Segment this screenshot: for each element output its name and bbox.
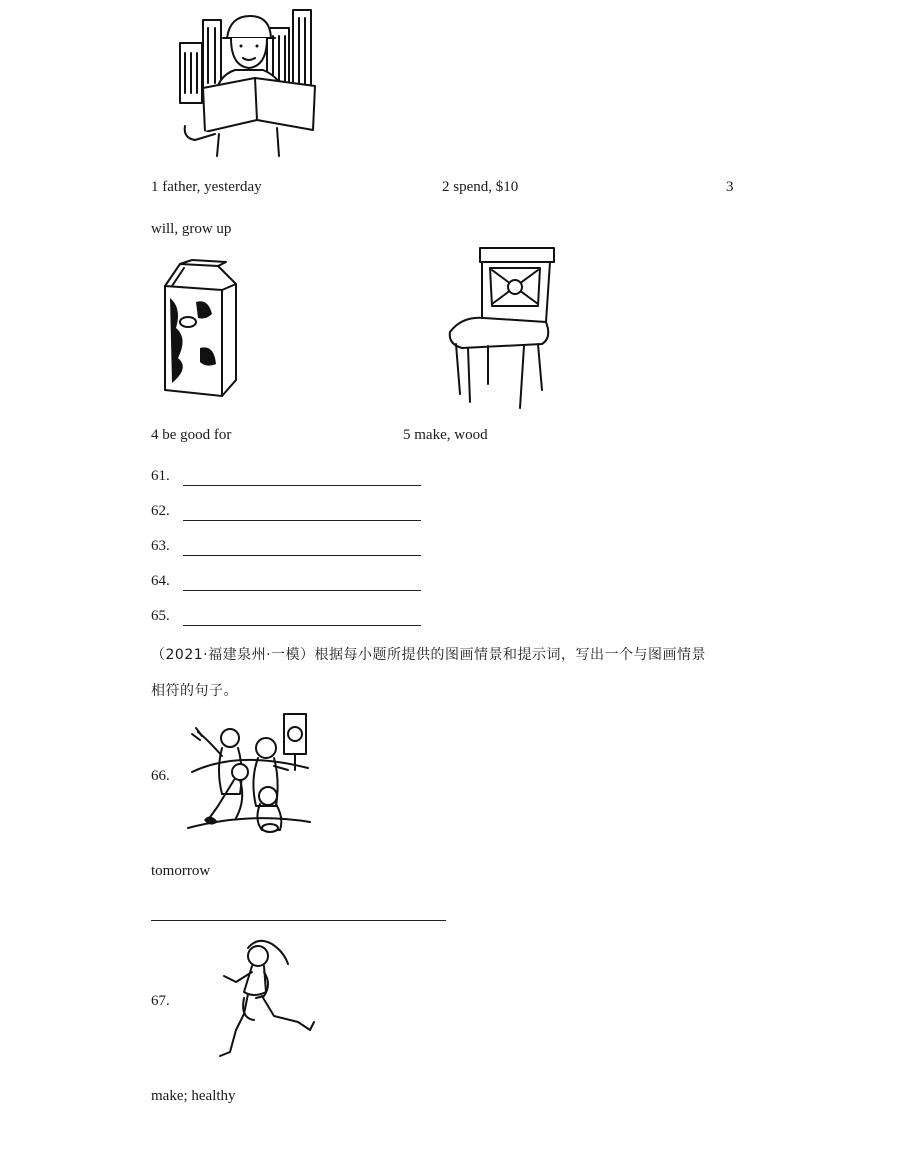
prompt-3-number: 3 <box>726 179 734 195</box>
hint-67: make; healthy <box>151 1088 236 1104</box>
answer-line-64[interactable] <box>183 590 421 591</box>
prompt-5: 5 make, wood <box>403 427 488 443</box>
answer-number-61: 61. <box>151 468 170 484</box>
answer-number-62: 62. <box>151 503 170 519</box>
answer-number-65: 65. <box>151 608 170 624</box>
running-girl-icon <box>214 934 318 1062</box>
answer-line-66[interactable] <box>151 920 446 921</box>
instruction-line-2: 相符的句子。 <box>151 683 238 699</box>
question-number-67: 67. <box>151 993 170 1009</box>
prompt-2: 2 spend, $10 <box>442 179 519 195</box>
family-planting-tree-icon <box>188 710 314 844</box>
prompt-3-words: will, grow up <box>151 221 232 237</box>
question-number-66: 66. <box>151 768 170 784</box>
answer-line-61[interactable] <box>183 485 421 486</box>
milk-carton-icon <box>160 258 240 398</box>
prompt-1: 1 father, yesterday <box>151 179 262 195</box>
answer-line-63[interactable] <box>183 555 421 556</box>
instruction-line-1: （2021·福建泉州·一模）根据每小题所提供的图画情景和提示词，写出一个与图画情景 <box>151 647 707 663</box>
answer-number-64: 64. <box>151 573 170 589</box>
hint-66: tomorrow <box>151 863 211 879</box>
answer-number-63: 63. <box>151 538 170 554</box>
answer-line-62[interactable] <box>183 520 421 521</box>
chair-icon <box>442 244 560 412</box>
engineer-icon <box>175 8 325 158</box>
answer-line-65[interactable] <box>183 625 421 626</box>
prompt-4: 4 be good for <box>151 427 232 443</box>
